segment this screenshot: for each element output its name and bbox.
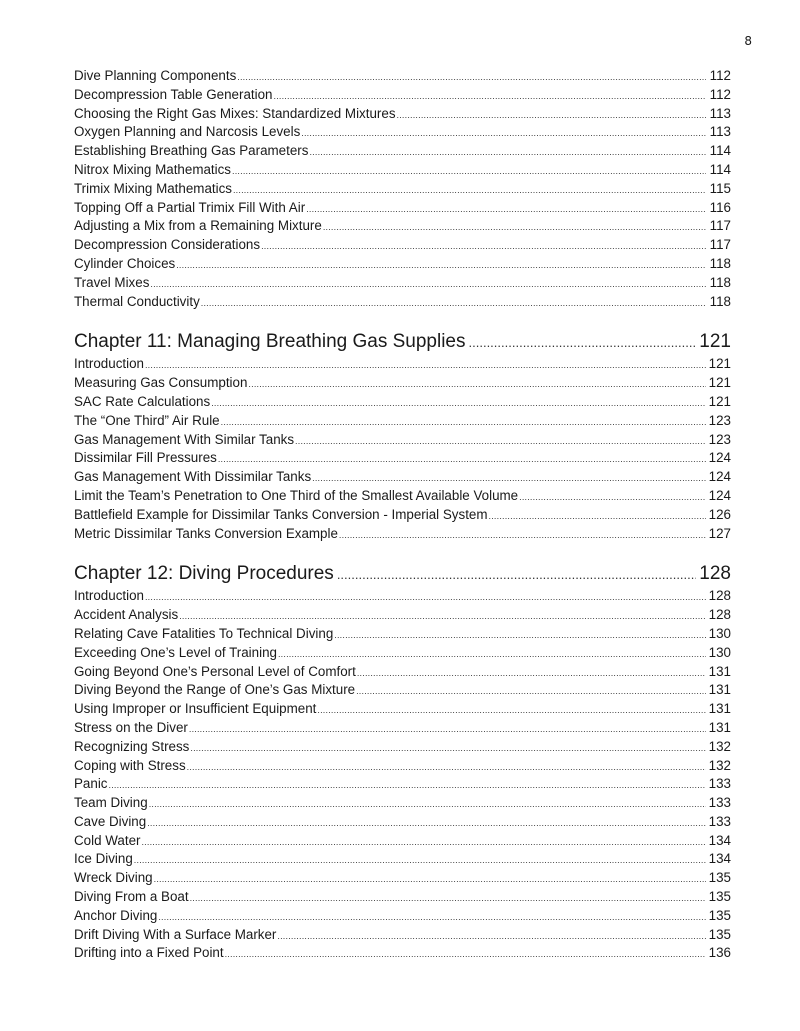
toc-entry[interactable] [74,123,731,142]
toc-entry-title: Dive Planning Components [74,68,237,83]
dot-leader [274,87,707,105]
toc-entry[interactable] [74,944,731,963]
chapter-title: Chapter 11: Managing Breathing Gas Supplies [74,331,466,353]
dot-leader [295,432,706,450]
toc-entry-title: Nitrox Mixing Mathematics [74,161,232,177]
toc-entry-title: The “One Third” Air Rule [74,412,220,428]
dot-leader [201,294,706,312]
toc-entry-page: 135 [708,889,731,905]
toc-entry-page: 124 [708,487,731,503]
toc-entry[interactable] [74,142,731,161]
toc-entry-title: Drift Diving With a Surface Marker [74,926,277,942]
dot-leader [179,607,706,625]
toc-entry-page: 132 [708,757,731,773]
toc-entry[interactable] [74,161,731,180]
toc-entry-page: 113 [709,105,731,121]
toc-entry-title: Travel Mixes [74,274,150,290]
toc-entry-page: 124 [708,450,731,466]
dot-leader [150,275,706,293]
toc-entry[interactable] [74,199,731,218]
toc-entry-title: Accident Analysis [74,607,179,623]
toc-entry[interactable] [74,506,731,525]
toc-entry-page: 132 [708,738,731,754]
dot-leader [261,237,706,255]
toc-entry-title: Adjusting a Mix from a Remaining Mixture [74,218,322,234]
toc-entry[interactable] [74,850,731,869]
dot-leader [323,218,706,236]
toc-entry-page: 133 [708,795,731,811]
dot-leader [147,814,706,832]
toc-entry-page: 123 [708,412,731,428]
table-of-contents [74,67,731,963]
toc-entry[interactable] [74,431,731,450]
toc-entry-title: Thermal Conductivity [74,293,200,309]
dot-leader [225,945,706,963]
toc-entry-page: 135 [708,926,731,942]
toc-entry-page: 135 [708,907,731,923]
toc-entry[interactable] [74,813,731,832]
toc-entry-page: 117 [709,237,731,253]
toc-entry-page: 124 [708,469,731,485]
dot-leader [357,664,706,682]
toc-entry-page: 131 [708,701,731,717]
toc-entry[interactable] [74,355,731,374]
toc-entry[interactable] [74,738,731,757]
toc-entry[interactable] [74,926,731,945]
toc-entry-title: Gas Management With Dissimilar Tanks [74,469,312,485]
toc-entry[interactable] [74,625,731,644]
dot-leader [337,562,696,587]
toc-entry-title: Metric Dissimilar Tanks Conversion Example [74,525,338,541]
toc-entry-page: 131 [708,663,731,679]
chapter-page-number: 128 [699,563,731,585]
toc-entry-page: 134 [708,832,731,848]
dot-leader [469,330,697,355]
dot-leader [306,200,706,218]
dot-leader [233,181,706,199]
toc-entry[interactable] [74,374,731,393]
toc-entry[interactable] [74,393,731,412]
dot-leader [489,507,706,525]
toc-entry-title: Dissimilar Fill Pressures [74,450,217,466]
dot-leader [189,720,706,738]
dot-leader [301,124,706,142]
toc-entry[interactable] [74,274,731,293]
toc-entry[interactable] [74,775,731,794]
toc-entry-page: 136 [708,945,731,961]
dot-leader [309,143,706,161]
toc-entry[interactable] [74,907,731,926]
toc-entry-title: Introduction [74,588,144,604]
toc-entry[interactable] [74,487,731,506]
toc-entry[interactable] [74,180,731,199]
dot-leader [312,469,706,487]
dot-leader [141,833,706,851]
dot-leader [109,776,707,794]
toc-entry-page: 118 [709,293,731,309]
toc-entry-page: 116 [709,199,731,215]
dot-leader [519,488,706,506]
toc-entry-title: Trimix Mixing Mathematics [74,180,232,196]
dot-leader [176,256,706,274]
toc-entry[interactable] [74,525,731,544]
page-number: 8 [744,34,752,48]
toc-entry[interactable] [74,832,731,851]
dot-leader [145,588,706,606]
toc-entry-title: Gas Management With Similar Tanks [74,431,295,447]
toc-entry-title: SAC Rate Calculations [74,393,211,409]
toc-entry-page: 121 [708,375,731,391]
toc-entry-page: 133 [708,813,731,829]
dot-leader [190,739,706,757]
toc-entry-title: Cylinder Choices [74,255,176,271]
toc-entry-title: Measuring Gas Consumption [74,375,248,391]
toc-entry[interactable] [74,794,731,813]
toc-entry-title: Diving From a Boat [74,889,189,905]
toc-entry[interactable] [74,255,731,274]
toc-entry[interactable] [74,700,731,719]
toc-entry[interactable] [74,86,731,105]
toc-entry-page: 135 [708,870,731,886]
dot-leader [149,795,706,813]
toc-entry[interactable] [74,719,731,738]
toc-entry-title: Relating Cave Fatalities To Technical Diving [74,625,334,641]
dot-leader [190,889,706,907]
toc-entry[interactable] [74,663,731,682]
toc-entry-title: Limit the Team’s Penetration to One Third of the Smallest Available Volume [74,487,519,503]
toc-entry-page: 117 [709,218,731,234]
dot-leader [339,526,706,544]
toc-entry[interactable] [74,606,731,625]
dot-leader [317,701,706,719]
toc-entry-title: Coping with Stress [74,757,186,773]
toc-entry-title: Anchor Diving [74,907,158,923]
dot-leader [248,375,706,393]
toc-entry-page: 118 [709,274,731,290]
toc-entry[interactable] [74,105,731,124]
dot-leader [187,758,706,776]
toc-entry[interactable] [74,587,731,606]
toc-entry-page: 121 [708,393,731,409]
toc-entry-title: Wreck Diving [74,870,153,886]
toc-entry-page: 114 [709,161,731,177]
toc-entry-page: 121 [708,356,731,372]
dot-leader [334,626,706,644]
dot-leader [221,413,706,431]
toc-entry-page: 131 [708,682,731,698]
chapter-title: Chapter 12: Diving Procedures [74,563,334,585]
toc-entry-title: Team Diving [74,795,148,811]
toc-entry-page: 127 [708,525,731,541]
toc-entry[interactable] [74,468,731,487]
dot-leader [277,927,706,945]
toc-entry-title: Stress on the Diver [74,719,188,735]
toc-entry-title: Decompression Considerations [74,237,261,253]
chapter-heading[interactable] [74,561,731,587]
toc-entry-page: 112 [709,68,731,83]
toc-entry-page: 128 [708,588,731,604]
toc-entry-title: Battlefield Example for Dissimilar Tanks Conversion - Imperial System [74,506,488,522]
toc-entry-title: Topping Off a Partial Trimix Fill With Air [74,199,306,215]
toc-entry-title: Oxygen Planning and Narcosis Levels [74,124,301,140]
toc-entry-page: 112 [709,86,731,102]
dot-leader [134,851,706,869]
dot-leader [397,106,706,124]
toc-entry[interactable] [74,888,731,907]
toc-entry-page: 130 [708,644,731,660]
toc-entry[interactable] [74,293,731,312]
toc-entry-title: Panic [74,776,108,792]
toc-entry[interactable] [74,681,731,700]
dot-leader [356,682,706,700]
toc-entry-title: Recognizing Stress [74,738,190,754]
toc-entry[interactable] [74,449,731,468]
toc-entry-title: Exceeding One’s Level of Training [74,644,277,660]
toc-entry-title: Decompression Table Generation [74,86,273,102]
dot-leader [145,356,706,374]
toc-entry[interactable] [74,236,731,255]
toc-entry-title: Drifting into a Fixed Point [74,945,224,961]
toc-entry-title: Establishing Breathing Gas Parameters [74,143,309,159]
toc-entry-page: 114 [709,143,731,159]
toc-entry-title: Introduction [74,356,144,372]
toc-entry-page: 128 [708,607,731,623]
dot-leader [218,450,706,468]
toc-entry-title: Choosing the Right Gas Mixes: Standardized Mixtures [74,105,396,121]
toc-entry-title: Going Beyond One’s Personal Level of Comfort [74,663,356,679]
toc-entry-page: 118 [709,255,731,271]
toc-entry-page: 134 [708,851,731,867]
toc-entry[interactable] [74,217,731,236]
toc-entry-page: 131 [708,719,731,735]
toc-entry-page: 123 [708,431,731,447]
toc-entry-page: 130 [708,625,731,641]
toc-entry-page: 113 [709,124,731,140]
chapter-heading[interactable] [74,329,731,355]
toc-entry[interactable] [74,644,731,663]
toc-entry[interactable] [74,412,731,431]
toc-entry[interactable] [74,757,731,776]
toc-entry-page: 126 [708,506,731,522]
toc-entry-title: Ice Diving [74,851,133,867]
dot-leader [232,162,706,180]
toc-entry-page: 115 [709,180,731,196]
toc-entry-title: Using Improper or Insufficient Equipment [74,701,317,717]
toc-entry-title: Diving Beyond the Range of One’s Gas Mixture [74,682,356,698]
dot-leader [278,645,706,663]
dot-leader [237,68,706,86]
toc-entry[interactable] [74,67,731,86]
toc-entry-page: 133 [708,776,731,792]
dot-leader [158,908,706,926]
chapter-page-number: 121 [699,331,731,353]
dot-leader [154,870,706,888]
toc-entry-title: Cave Diving [74,813,147,829]
dot-leader [211,394,706,412]
toc-entry-title: Cold Water [74,832,141,848]
toc-entry[interactable] [74,869,731,888]
